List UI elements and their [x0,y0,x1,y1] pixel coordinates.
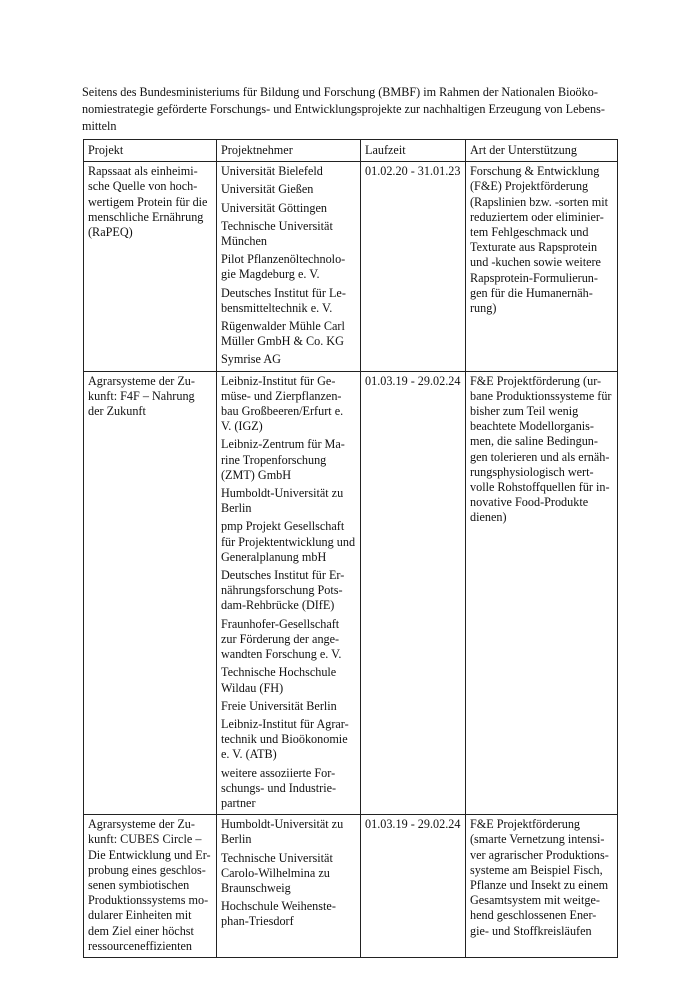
cell-projektnehmer [217,162,361,371]
header-laufzeit: Laufzeit [361,140,466,162]
partner-item: Technische Universität München [221,218,333,249]
cell-laufzeit: 01.03.19 - 29.02.24 [361,815,466,958]
intro-paragraph: Seitens des Bundesministeriums für Bildung und Forschung (BMBF) im Rahmen der Nationalen Bioöko- nomiestrategie geförderte Forschungs- und Entwicklungsprojekte zur nachhaltigen Erzeugung von Lebens- mitteln [82,85,605,133]
partner-item: Leibniz-Zentrum für Ma- rine Tropenforschung (ZMT) GmbH [221,437,345,482]
cell-art: F&E Projektförderung (smarte Vernetzung intensi- ver agrarischer Produktions- systeme am Beispiel Fisch, Pflanze und Insekt zu einem Gesamtsystem mit weitge- hend geschlossenen Ener- gie- und Stoffkreisläufen [466,815,618,958]
cell-projektnehmer [217,371,361,814]
cell-laufzeit: 01.03.19 - 29.02.24 [361,371,466,814]
partner-item: Technische Universität Carolo-Wilhelmina zu Braunschweig [221,850,333,895]
partner-item: Leibniz-Institut für Agrar- technik und Bioökonomie e. V. (ATB) [221,716,349,762]
cell-projektnehmer [217,815,361,958]
table-row [84,371,618,814]
cell-art: F&E Projektförderung (ur- bane Produktionssysteme für bisher zum Teil wenig beachtete Modellorganis- men, die saline Bedingun- gen tolerieren und als ernäh- rungsphysiologisch wert- volle Rohstoffquellen für in- novative Food-Produkte dienen) [466,371,618,814]
partner-item: Rügenwalder Mühle Carl Müller GmbH & Co. KG [221,319,345,349]
header-projektnehmer: Projektnehmer [217,140,361,162]
partner-item: Deutsches Institut für Le- bensmitteltechnik e. V. [221,285,346,315]
cell-projekt: Agrarsysteme der Zu- kunft: CUBES Circle – Die Entwicklung und Er- probung eines geschlos- senen symbiotischen Produktionssystems mo- dularer Einheiten mit dem Ziel einer höchst ressourceneffizienten [84,815,217,958]
cell-art: Forschung & Entwicklung (F&E) Projektförderung (Rapslinien bzw. -sorten mit reduziertem oder eliminier- tem Fehlgeschmack und Texturate aus Rapsprotein und -kuchen sowie weitere Rapsprotein-Formulierun- gen für die Humanernäh- rung) [466,162,618,371]
partner-item: pmp Projekt Gesellschaft für Projektentwicklung und Generalplanung mbH [221,519,356,564]
table-header-row [84,140,618,162]
partner-item: Symrise AG [221,352,281,367]
table-row [84,815,618,958]
partner-item: Humboldt-Universität zu Berlin [221,486,344,516]
project-table [83,139,618,958]
partner-item: Universität Gießen [221,182,314,197]
header-projekt: Projekt [84,140,217,162]
partner-item: Freie Universität Berlin [221,698,337,713]
partner-item: weitere assoziierte For- schungs- und Industrie- partner [221,765,337,810]
partner-item: Universität Göttingen [221,200,327,215]
header-art: Art der Unterstützung [466,140,618,162]
partner-item: Leibniz-Institut für Ge- müse- und Zierpflanzen- bau Großbeeren/Erfurt e. V. (IGZ) [221,373,344,434]
cell-projekt: Agrarsysteme der Zu- kunft: F4F – Nahrung der Zukunft [84,371,217,814]
partner-item: Technische Hochschule Wildau (FH) [221,665,337,695]
partner-item: Fraunhofer-Gesellschaft zur Förderung der ange- wandten Forschung e. V. [221,616,342,662]
partner-item: Humboldt-Universität zu Berlin [221,817,344,847]
cell-laufzeit: 01.02.20 - 31.01.23 [361,162,466,371]
partner-item: Deutsches Institut für Er- nährungsforschung Pots- dam-Rehbrücke (DIfE) [221,568,345,613]
table-row [84,162,618,371]
partner-item: Hochschule Weihenste- phan-Triesdorf [221,899,336,929]
cell-projekt: Rapssaat als einheimi- sche Quelle von hoch- wertigem Protein für die menschliche Ernährung (RaPEQ) [84,162,217,371]
partner-item: Universität Bielefeld [221,164,323,179]
partner-item: Pilot Pflanzenöltechnolo- gie Magdeburg e. V. [221,252,346,282]
